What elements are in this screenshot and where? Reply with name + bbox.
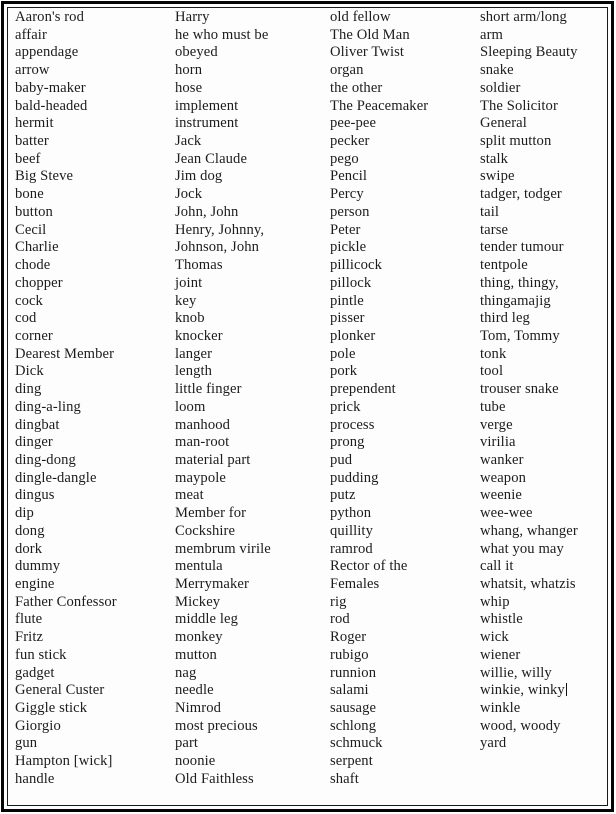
list-item: person (330, 203, 370, 220)
list-item: pickle (330, 239, 367, 256)
list-item: rig (330, 593, 347, 610)
list-item: mutton (175, 646, 217, 663)
list-item: handle (15, 770, 55, 787)
list-item: corner (15, 327, 53, 344)
list-item: sausage (330, 700, 377, 717)
list-item: whistle (480, 611, 523, 628)
list-item: shaft (330, 770, 359, 787)
list-item: putz (330, 487, 356, 504)
list-item: tender tumour (480, 239, 564, 256)
list-item: chopper (15, 274, 63, 291)
list-item: Thomas (175, 257, 223, 274)
list-item: whatsit, whatzis (480, 576, 576, 592)
list-item: wick (480, 629, 509, 646)
list-item: ding-a-ling (15, 398, 81, 415)
list-item: obeyed (175, 44, 218, 61)
list-item: tail (480, 203, 500, 220)
list-item: Harry (175, 9, 210, 25)
list-item: whang, whanger (480, 522, 578, 539)
list-item: schlong (330, 717, 377, 734)
list-item: ding (15, 381, 42, 398)
list-item: pole (330, 345, 356, 362)
list-item: batter (15, 133, 49, 150)
list-item: Father Confessor (15, 593, 117, 610)
list-item: prependent (330, 381, 396, 398)
list-item: dingus (15, 487, 55, 504)
list-item: plonker (330, 327, 376, 344)
list-item: knob (175, 310, 205, 327)
list-item: wanker (480, 451, 524, 468)
list-item: Charlie (15, 239, 59, 256)
list-item: old fellow (330, 9, 391, 25)
list-item: Roger (330, 629, 367, 646)
list-item: bald-headed (15, 97, 88, 114)
list-item: thingamajig (480, 292, 551, 309)
list-item: Tom, Tommy (480, 327, 560, 344)
list-item: Percy (330, 186, 364, 203)
list-item: what you may (480, 540, 564, 557)
list-item: instrument (175, 115, 239, 132)
list-item: pudding (330, 469, 379, 486)
column-1 (15, 9, 175, 805)
list-item: winkie, winky (480, 682, 565, 699)
list-item: virilia (480, 434, 516, 451)
list-item: thing, thingy, (480, 274, 559, 291)
list-item: runnion (330, 664, 377, 681)
list-item: wood, woody (480, 717, 561, 734)
list-item: dork (15, 540, 43, 557)
list-item: rod (330, 611, 350, 628)
list-item: material part (175, 451, 251, 468)
list-item: weenie (480, 487, 522, 504)
list-item: Jim dog (175, 168, 223, 185)
list-item: call it (480, 558, 514, 575)
list-item: horn (175, 62, 203, 79)
list-item: nag (175, 664, 197, 681)
list-item: weapon (480, 469, 526, 486)
list-item: engine (15, 576, 55, 592)
list-item: Oliver Twist (330, 44, 405, 61)
list-item: ramrod (330, 540, 373, 557)
list-item: whip (480, 593, 510, 610)
list-item: pud (330, 451, 353, 468)
list-item: John, John (175, 203, 239, 220)
column-2 (175, 9, 330, 805)
list-item: soldier (480, 79, 521, 96)
list-item: affair (15, 26, 47, 43)
list-item: process (330, 416, 375, 433)
list-item: prick (330, 398, 361, 415)
list-item: he who must be (175, 26, 269, 43)
list-item: cod (15, 310, 37, 327)
list-item: Merrymaker (175, 576, 249, 592)
list-item: mentula (175, 558, 223, 575)
list-item: needle (175, 682, 214, 699)
list-item: Jean Claude (175, 150, 248, 167)
list-item: tool (480, 363, 504, 380)
list-item: schmuck (330, 735, 383, 752)
list-item: prong (330, 434, 365, 451)
list-item: key (175, 292, 197, 309)
list-item: Fritz (15, 629, 44, 646)
list-item: Jock (175, 186, 203, 203)
list-item: General Custer (15, 682, 105, 699)
list-item: cock (15, 292, 43, 309)
list-item: Rector of the (330, 558, 408, 575)
list-item: Giggle stick (15, 700, 88, 717)
document-outer-frame (1, 1, 614, 812)
list-item: Nimrod (175, 700, 221, 717)
list-item: winkle (480, 700, 521, 717)
list-item: pee-pee (330, 115, 377, 132)
list-item: pecker (330, 133, 370, 150)
list-item: Dick (15, 363, 44, 380)
list-item: Peter (330, 221, 361, 238)
word-table (7, 7, 608, 806)
list-item: Females (330, 576, 380, 592)
list-item: tonk (480, 345, 507, 362)
list-item: pego (330, 150, 359, 167)
list-item: The Solicitor (480, 97, 558, 114)
list-item: manhood (175, 416, 231, 433)
list-item: python (330, 505, 372, 522)
list-item: salami (330, 682, 369, 699)
list-item: trouser snake (480, 381, 559, 398)
list-item: appendage (15, 44, 79, 61)
list-item: dummy (15, 558, 61, 575)
list-item: willie, willy (480, 664, 552, 681)
list-item: Member for (175, 505, 247, 522)
list-item: Henry, Johnny, (175, 221, 265, 238)
list-item: man-root (175, 434, 230, 451)
list-item: button (15, 203, 53, 220)
list-item: baby-maker (15, 79, 86, 96)
list-item: verge (480, 416, 513, 433)
list-item: length (175, 363, 213, 380)
list-item: dong (15, 522, 45, 539)
list-item: dingbat (15, 416, 60, 433)
list-item: noonie (175, 753, 216, 770)
list-item: pillicock (330, 257, 382, 274)
list-item: Cockshire (175, 522, 236, 539)
list-item: part (175, 735, 199, 752)
list-item: hermit (15, 115, 54, 132)
list-item: middle leg (175, 611, 239, 628)
list-item: split mutton (480, 133, 552, 150)
list-item: arrow (15, 62, 50, 79)
list-item: Old Faithless (175, 770, 254, 787)
list-item: joint (175, 274, 203, 291)
list-item: organ (330, 62, 364, 79)
list-item: Johnson, John (175, 239, 260, 256)
list-item: hose (175, 79, 203, 96)
list-item: tentpole (480, 257, 528, 274)
list-item: ding-dong (15, 451, 76, 468)
list-item: pisser (330, 310, 365, 327)
list-item: arm (480, 26, 503, 43)
list-item: Big Steve (15, 168, 74, 185)
list-item: snake (480, 62, 514, 79)
column-4 (480, 9, 597, 805)
list-item: implement (175, 97, 239, 114)
list-item: Mickey (175, 593, 221, 610)
list-item: langer (175, 345, 213, 362)
list-item: meat (175, 487, 204, 504)
list-item: Cecil (15, 221, 47, 238)
list-item: pillock (330, 274, 372, 291)
list-item: Pencil (330, 168, 368, 185)
list-item: quillity (330, 522, 373, 539)
list-item: dinger (15, 434, 53, 451)
list-item: little finger (175, 381, 242, 398)
list-item: membrum virile (175, 540, 271, 557)
list-item: gun (15, 735, 38, 752)
list-item: dingle-dangle (15, 469, 97, 486)
list-item: the other (330, 79, 383, 96)
list-item: wee-wee (480, 505, 533, 522)
list-item: Aaron's rod (15, 9, 84, 25)
list-item: short arm/long (480, 9, 567, 25)
list-item: gadget (15, 664, 55, 681)
list-item: stalk (480, 150, 509, 167)
list-item: swipe (480, 168, 515, 185)
list-item: Dearest Member (15, 345, 115, 362)
list-item: pintle (330, 292, 364, 309)
list-item: loom (175, 398, 206, 415)
list-item: fun stick (15, 646, 67, 663)
list-item: serpent (330, 753, 373, 770)
text-cursor (566, 683, 567, 696)
list-item: monkey (175, 629, 223, 646)
list-item: Sleeping Beauty (480, 44, 578, 61)
list-item: pork (330, 363, 358, 380)
list-item: dip (15, 505, 34, 522)
list-item: flute (15, 611, 43, 628)
list-item: bone (15, 186, 44, 203)
list-item: Hampton [wick] (15, 753, 113, 770)
list-item: rubigo (330, 646, 369, 663)
list-item: General (480, 115, 527, 132)
list-item: tadger, todger (480, 186, 562, 203)
list-item: Jack (175, 133, 202, 150)
list-item: chode (15, 257, 51, 274)
list-item: wiener (480, 646, 521, 663)
list-item: most precious (175, 717, 258, 734)
list-item: beef (15, 150, 41, 167)
list-item: The Old Man (330, 26, 410, 43)
list-item: Giorgio (15, 717, 61, 734)
list-item: knocker (175, 327, 223, 344)
list-item: yard (480, 735, 507, 752)
list-item: maypole (175, 469, 226, 486)
list-item: tarse (480, 221, 509, 238)
list-item: The Peacemaker (330, 97, 429, 114)
list-item: third leg (480, 310, 530, 327)
column-3 (330, 9, 480, 805)
list-item: tube (480, 398, 506, 415)
